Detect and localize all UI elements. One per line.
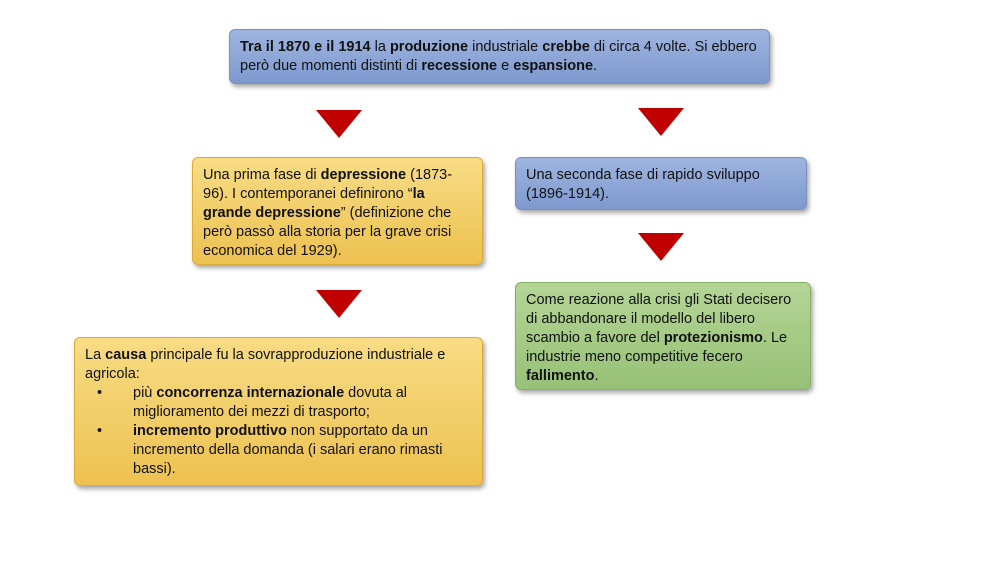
reaction-text: Come reazione alla crisi gli Stati decisero di abbandonare il modello del libero scambio a favore del	[526, 292, 792, 346]
arrow-down-icon	[316, 290, 362, 318]
arrow-down-icon	[316, 110, 362, 138]
summary-text: la	[370, 39, 390, 55]
cause-text: principale fu la sovrapproduzione industriale e agricola:	[85, 347, 446, 382]
arrow-down-icon	[638, 108, 684, 136]
summary-text: .	[593, 58, 598, 74]
cause-keyword: causa	[105, 347, 147, 363]
cause-intro	[85, 346, 472, 384]
reaction-text: . Le industrie meno competitive fecero	[526, 330, 788, 365]
summary-recession: recessione	[421, 58, 498, 74]
depression-text: ” (definizione che però passò alla storia per la grave crisi economica del 1929).	[203, 205, 452, 259]
summary-text: industriale	[468, 39, 543, 55]
summary-text: e	[497, 58, 514, 74]
bankruptcy-keyword: fallimento	[526, 368, 595, 384]
development-box	[515, 157, 807, 210]
cause-list	[85, 384, 472, 479]
depression-text: Una prima fase di	[203, 167, 321, 183]
list-item	[85, 384, 472, 422]
cause-item-text: non supportato da un incremento della domanda (i salari erano rimasti bassi).	[133, 423, 443, 477]
cause-text: La	[85, 347, 106, 363]
summary-expansion: espansione	[513, 58, 594, 74]
arrow-shape	[316, 290, 362, 318]
competition-keyword: concorrenza internazionale	[156, 385, 345, 401]
arrow-shape	[316, 110, 362, 138]
bullet-icon: •	[97, 423, 103, 439]
summary-production: produzione	[389, 39, 469, 55]
protectionism-keyword: protezionismo	[663, 330, 763, 346]
great-depression-keyword: la grande depressione	[203, 186, 425, 221]
cause-item-text: più	[133, 385, 157, 401]
arrow-shape	[638, 233, 684, 261]
reaction-box	[515, 282, 811, 390]
summary-text: di circa 4 volte. Si ebbero però due momenti distinti di	[240, 39, 757, 74]
summary-grew: crebbe	[542, 39, 590, 55]
list-item	[85, 422, 472, 479]
development-text: Una seconda fase di rapido sviluppo (1896-1914).	[526, 167, 760, 202]
summary-period: Tra il 1870 e il 1914	[240, 39, 371, 55]
depression-keyword: depressione	[320, 167, 407, 183]
cause-item-text: dovuta al miglioramento dei mezzi di trasporto;	[133, 385, 408, 420]
reaction-text: .	[594, 368, 599, 384]
cause-box	[74, 337, 483, 486]
arrow-shape	[638, 108, 684, 136]
depression-box	[192, 157, 483, 265]
summary-box	[229, 29, 770, 84]
depression-text: (1873-96). I contemporanei definirono “	[203, 167, 453, 202]
production-increase-keyword: incremento produttivo	[133, 423, 287, 439]
bullet-icon: •	[97, 385, 103, 401]
arrow-down-icon	[638, 233, 684, 261]
